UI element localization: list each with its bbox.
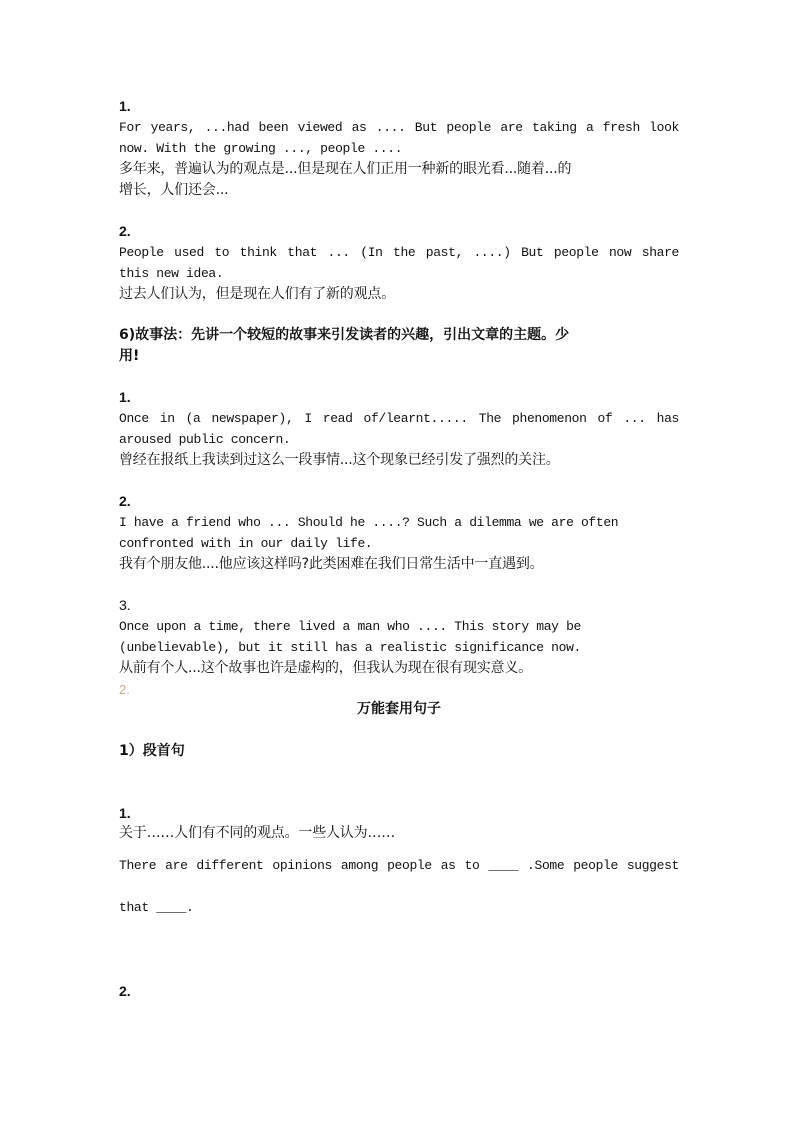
section-title: 万能套用句子 xyxy=(357,701,441,717)
english-sentence: For years, ...had been viewed as .... But people are taking a fresh look xyxy=(119,120,679,135)
item-number: 2. xyxy=(119,223,131,239)
item-number: 1. xyxy=(119,389,131,405)
chinese-translation: 我有个朋友他....他应该这样吗?此类困难在我们日常生活中一直遇到。 xyxy=(119,556,544,572)
english-sentence: now. With the growing ..., people .... xyxy=(119,141,403,156)
item-number: 1. xyxy=(119,805,131,821)
chinese-translation: 从前有个人...这个故事也许是虚构的，但我认为现在很有现实意义。 xyxy=(119,660,532,676)
item-number: 1. xyxy=(119,98,131,114)
english-sentence: People used to think that ... (In the past, ....) But people now share xyxy=(119,245,679,260)
english-sentence: this new idea. xyxy=(119,266,224,281)
english-sentence: confronted with in our daily life. xyxy=(119,536,373,551)
english-sentence: I have a friend who ... Should he ....? Such a dilemma we are often xyxy=(119,515,619,530)
english-sentence: Once upon a time, there lived a man who .... This story may be xyxy=(119,619,581,634)
english-sentence: Once in (a newspaper), I read of/learnt..... The phenomenon of ... has xyxy=(119,411,679,426)
subsection-heading: 1）段首句 xyxy=(119,743,185,759)
page-mark: 2. xyxy=(119,682,130,697)
chinese-translation: 增长，人们还会... xyxy=(119,182,229,198)
english-sentence: that ____. xyxy=(119,900,194,915)
item-number: 2. xyxy=(119,983,131,999)
section-heading: 用! xyxy=(119,348,140,364)
chinese-translation: 曾经在报纸上我读到过这么一段事情...这个现象已经引发了强烈的关注。 xyxy=(119,452,560,468)
english-sentence: aroused public concern. xyxy=(119,432,291,447)
chinese-translation: 过去人们认为，但是现在人们有了新的观点。 xyxy=(119,286,395,302)
chinese-translation: 多年来，普遍认为的观点是...但是现在人们正用一种新的眼光看...随着...的 xyxy=(119,161,572,177)
english-sentence: There are different opinions among people as to ____ .Some people suggest xyxy=(119,858,679,873)
item-number: 2. xyxy=(119,493,131,509)
chinese-translation: 关于……人们有不同的观点。一些人认为…… xyxy=(119,825,395,841)
item-number: 3. xyxy=(119,597,131,613)
section-heading: 6)故事法：先讲一个较短的故事来引发读者的兴趣，引出文章的主题。少 xyxy=(119,327,570,343)
english-sentence: (unbelievable), but it still has a realistic significance now. xyxy=(119,640,581,655)
